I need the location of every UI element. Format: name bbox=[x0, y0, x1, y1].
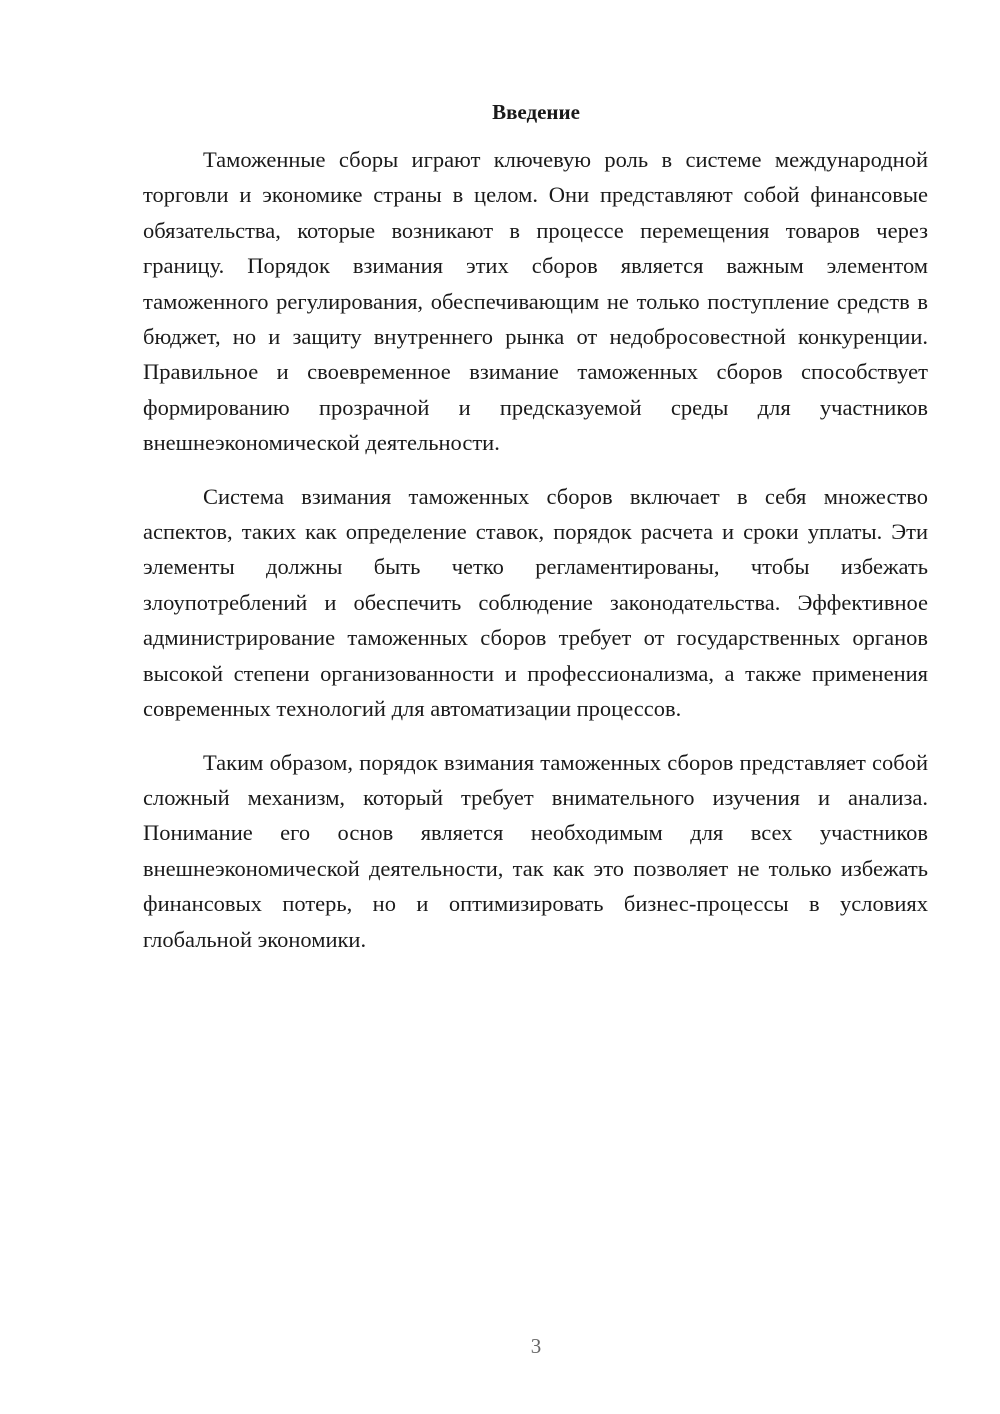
page-number: 3 bbox=[530, 1334, 542, 1358]
paragraph-2: Система взимания таможенных сборов включает в себя множество аспектов, таких как определение ставок, порядок расчета и сроки уплаты. Эти элементы должны быть четко регламентированы, чтобы избежать злоупотреблений и обеспечить соблюдение законодательства. Эффективное администрирование таможенных сборов требует от государственных органов высокой степени организованности и профессионализма, а также применения современных технологий для автоматизации процессов. bbox=[143, 483, 928, 722]
body-text bbox=[143, 142, 928, 975]
paragraph-3: Таким образом, порядок взимания таможенных сборов представляет собой сложный механизм, который требует внимательного изучения и анализа. Понимание его основ является необходимым для всех участников внешнеэкономической деятельности, так как это позволяет не только избежать финансовых потерь, но и оптимизировать бизнес-процессы в условиях глобальной экономики. bbox=[143, 749, 928, 952]
section-heading: Введение bbox=[492, 100, 580, 124]
paragraph-1: Таможенные сборы играют ключевую роль в системе международной торговли и экономике страны в целом. Они представляют собой финансовые обязательства, которые возникают в процессе перемещения товаров через границу. Порядок взимания этих сборов является важным элементом таможенного регулирования, обеспечивающим не только поступление средств в бюджет, но и защиту внутреннего рынка от недобросовестной конкуренции. Правильное и своевременное взимание таможенных сборов способствует формированию прозрачной и предсказуемой среды для участников внешнеэкономической деятельности. bbox=[143, 147, 928, 456]
